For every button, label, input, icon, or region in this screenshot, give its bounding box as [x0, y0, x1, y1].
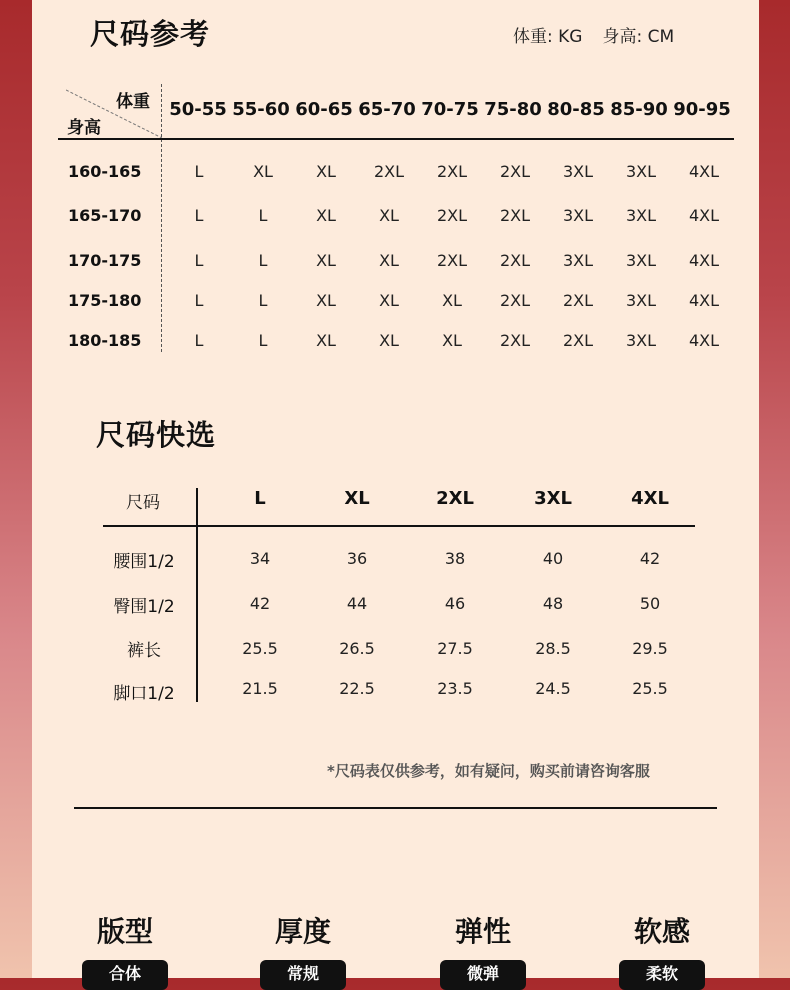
size-cell: 3XL	[562, 206, 594, 225]
size-cell: XL	[316, 251, 336, 270]
table-divider-vertical	[161, 84, 162, 352]
height-range-label: 165-170	[68, 206, 142, 225]
measurement-cell: 40	[542, 549, 564, 568]
size-cell: 2XL	[436, 206, 468, 225]
size-cell: 3XL	[625, 251, 657, 270]
size-cell: 3XL	[625, 291, 657, 310]
size-cell: XL	[316, 162, 336, 181]
size-cell: XL	[316, 206, 336, 225]
measurement-cell: 38	[444, 549, 466, 568]
measurement-label: 腰围1/2	[113, 552, 175, 572]
attribute-value-pill: 柔软	[619, 960, 705, 990]
measurement-cell: 46	[444, 594, 466, 613]
size-cell: 2XL	[373, 162, 405, 181]
weight-range-header: 50-55	[169, 99, 227, 120]
attribute-value-pill: 微弹	[440, 960, 526, 990]
size-cell: 2XL	[499, 251, 531, 270]
size-cell: 2XL	[499, 331, 531, 350]
size-cell: L	[258, 251, 268, 270]
measurement-cell: 25.5	[242, 639, 278, 658]
quick-size-header: 4XL	[631, 488, 669, 509]
attribute-value-pill: 常规	[260, 960, 346, 990]
size-cell: XL	[316, 291, 336, 310]
size-cell: L	[258, 206, 268, 225]
size-cell: L	[194, 331, 204, 350]
corner-weight-label: 体重	[116, 92, 150, 112]
size-reference-title: 尺码参考	[90, 17, 211, 51]
attribute-title: 厚度	[274, 915, 331, 948]
size-cell: 4XL	[688, 162, 720, 181]
quick-pick-header-label: 尺码	[126, 493, 160, 513]
measurement-cell: 27.5	[437, 639, 473, 658]
measurement-cell: 36	[346, 549, 368, 568]
attribute-title: 软感	[633, 915, 690, 948]
weight-range-header: 75-80	[484, 99, 542, 120]
size-cell: 3XL	[625, 162, 657, 181]
measurement-cell: 44	[346, 594, 368, 613]
measurement-cell: 50	[639, 594, 661, 613]
attribute-title: 版型	[96, 915, 153, 948]
size-cell: 2XL	[499, 291, 531, 310]
quick-size-header: L	[254, 488, 266, 509]
attribute-value-pill: 合体	[82, 960, 168, 990]
size-cell: 4XL	[688, 206, 720, 225]
quick-size-header: XL	[344, 488, 370, 509]
size-cell: 3XL	[625, 206, 657, 225]
measurement-cell: 28.5	[535, 639, 571, 658]
size-cell: XL	[379, 206, 399, 225]
height-range-label: 175-180	[68, 291, 142, 310]
measurement-cell: 42	[639, 549, 661, 568]
weight-range-header: 70-75	[421, 99, 479, 120]
height-range-label: 170-175	[68, 251, 142, 270]
size-cell: 2XL	[562, 291, 594, 310]
size-cell: 2XL	[436, 251, 468, 270]
measurement-cell: 34	[249, 549, 271, 568]
measurement-label: 臀围1/2	[113, 597, 175, 617]
size-cell: 3XL	[562, 162, 594, 181]
size-cell: XL	[379, 331, 399, 350]
quick-divider-vertical	[196, 488, 198, 702]
size-cell: 4XL	[688, 251, 720, 270]
unit-note	[513, 22, 694, 47]
measurement-cell: 23.5	[437, 679, 473, 698]
size-cell: XL	[442, 331, 462, 350]
size-cell: XL	[316, 331, 336, 350]
size-cell: L	[194, 162, 204, 181]
height-range-label: 180-185	[68, 331, 142, 350]
attribute-title: 弹性	[454, 915, 511, 948]
size-cell: XL	[253, 162, 273, 181]
weight-range-header: 90-95	[673, 99, 731, 120]
weight-range-header: 60-65	[295, 99, 353, 120]
measurement-cell: 48	[542, 594, 564, 613]
corner-height-label: 身高	[67, 118, 101, 138]
table-divider-horizontal	[58, 138, 734, 140]
size-cell: XL	[379, 291, 399, 310]
measurement-cell: 24.5	[535, 679, 571, 698]
weight-range-header: 65-70	[358, 99, 416, 120]
size-cell: 2XL	[562, 331, 594, 350]
disclaimer-note: *尺码表仅供参考，如有疑问，购买前请咨询客服	[327, 762, 650, 780]
quick-size-header: 2XL	[436, 488, 474, 509]
measurement-cell: 25.5	[632, 679, 668, 698]
size-cell: 2XL	[499, 206, 531, 225]
measurement-label: 脚口1/2	[113, 684, 175, 704]
size-cell: 4XL	[688, 291, 720, 310]
size-cell: L	[194, 251, 204, 270]
measurement-cell: 21.5	[242, 679, 278, 698]
size-cell: XL	[442, 291, 462, 310]
size-cell: L	[194, 291, 204, 310]
weight-range-header: 55-60	[232, 99, 290, 120]
size-cell: 4XL	[688, 331, 720, 350]
size-cell: L	[258, 291, 268, 310]
size-cell: 2XL	[499, 162, 531, 181]
quick-size-header: 3XL	[534, 488, 572, 509]
size-cell: 3XL	[625, 331, 657, 350]
measurement-cell: 22.5	[339, 679, 375, 698]
size-cell: L	[194, 206, 204, 225]
unit-height: 身高: CM	[602, 27, 675, 47]
measurement-cell: 29.5	[632, 639, 668, 658]
quick-divider-horizontal	[103, 525, 695, 527]
size-cell: 2XL	[436, 162, 468, 181]
section-rule	[74, 807, 717, 809]
table-corner-header	[66, 84, 162, 138]
unit-weight: 体重: KG	[513, 27, 583, 47]
measurement-label: 裤长	[127, 641, 161, 661]
weight-range-header: 85-90	[610, 99, 668, 120]
quick-pick-title: 尺码快选	[96, 418, 217, 452]
size-cell: L	[258, 331, 268, 350]
size-cell: 3XL	[562, 251, 594, 270]
height-range-label: 160-165	[68, 162, 142, 181]
size-cell: XL	[379, 251, 399, 270]
measurement-cell: 26.5	[339, 639, 375, 658]
weight-range-header: 80-85	[547, 99, 605, 120]
measurement-cell: 42	[249, 594, 271, 613]
